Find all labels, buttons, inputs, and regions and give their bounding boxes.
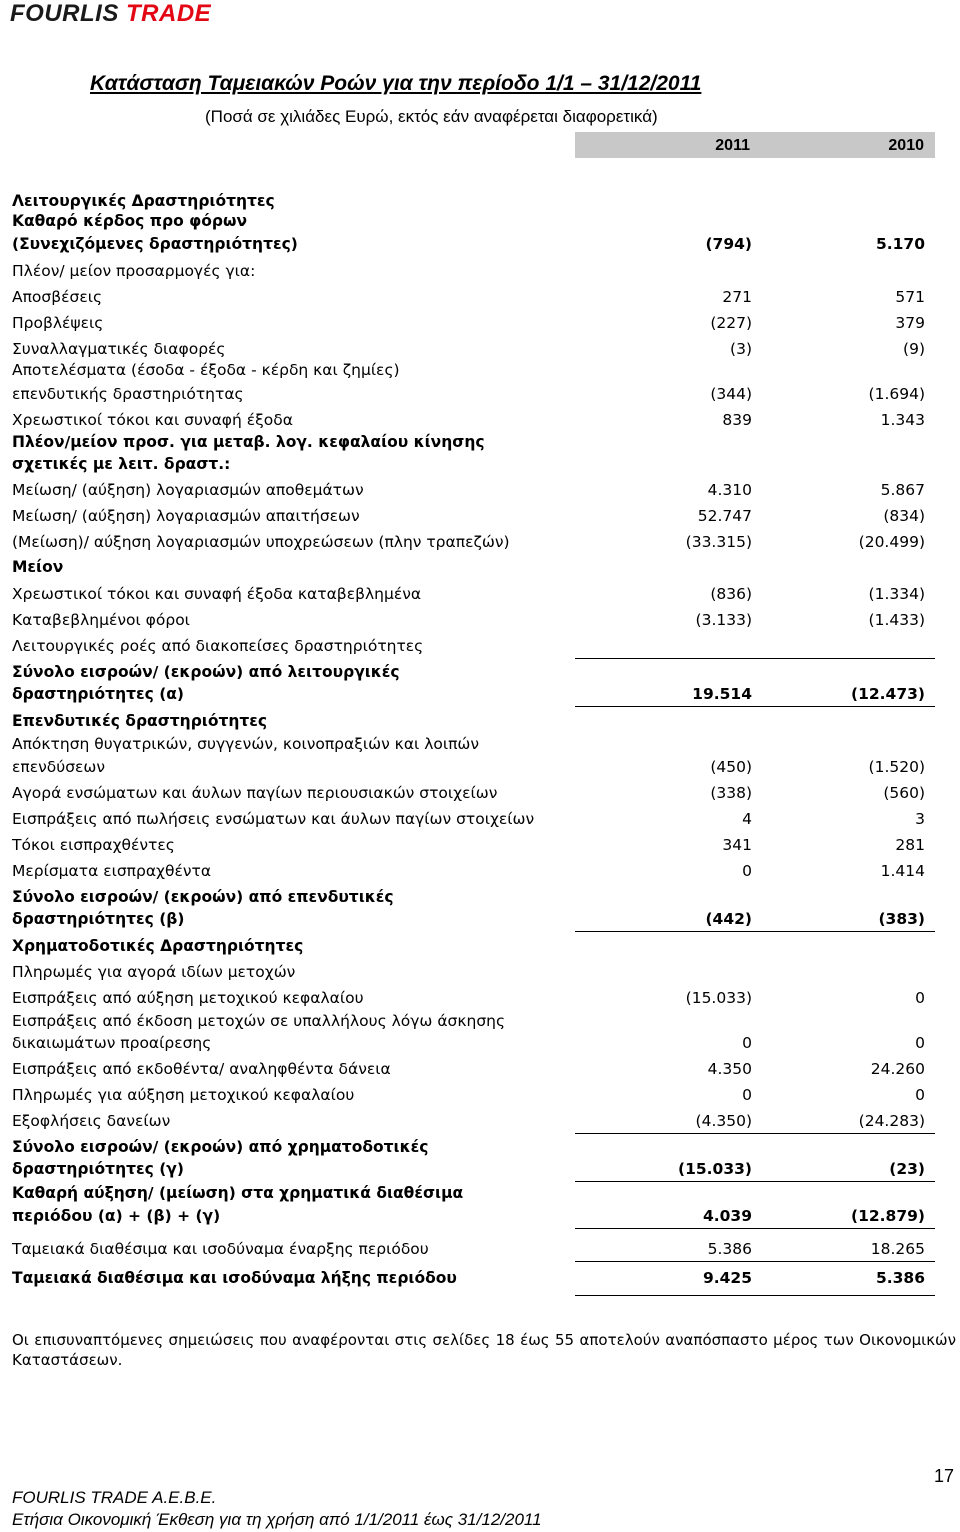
table-row bbox=[12, 1182, 935, 1205]
value-2010: (383) bbox=[878, 910, 925, 928]
value-2010: 5.170 bbox=[875, 235, 925, 253]
value-2010: 1.414 bbox=[880, 862, 925, 880]
row-label: Σύνολο εισροών/ (εκροών) από λειτουργικές bbox=[12, 663, 400, 681]
page-title: Κατάσταση Ταμειακών Ροών για την περίοδο 1/1 – 31/12/2011 bbox=[90, 72, 702, 95]
value-2011: 0 bbox=[742, 1034, 752, 1052]
row-label: Σύνολο εισροών/ (εκροών) από επενδυτικές bbox=[12, 888, 394, 906]
value-2011: (338) bbox=[710, 784, 752, 802]
table-row bbox=[12, 834, 935, 857]
logo-fourlis: FOURLIS bbox=[10, 0, 119, 27]
table-row bbox=[12, 808, 935, 831]
table-row bbox=[12, 383, 935, 406]
value-2010: 3 bbox=[915, 810, 925, 828]
table-row bbox=[12, 583, 935, 606]
value-2011: 52.747 bbox=[697, 507, 752, 525]
row-label: Εισπράξεις από έκδοση μετοχών σε υπαλλήλους λόγω άσκησης bbox=[12, 1012, 506, 1030]
row-label: Χρηματοδοτικές Δραστηριότητες bbox=[12, 937, 304, 955]
table-row bbox=[12, 556, 935, 579]
value-2010: 18.265 bbox=[870, 1240, 925, 1258]
value-2011: (227) bbox=[710, 314, 752, 332]
total-rule bbox=[575, 706, 935, 707]
table-row bbox=[12, 1267, 935, 1290]
row-label: Σύνολο εισροών/ (εκροών) από χρηματοδοτικές bbox=[12, 1138, 429, 1156]
value-2010: (24.283) bbox=[858, 1112, 925, 1130]
total-rule bbox=[575, 1228, 935, 1229]
page-subtitle: (Ποσά σε χιλιάδες Ευρώ, εκτός εάν αναφέρεται διαφορετικά) bbox=[205, 107, 658, 126]
value-2011: (344) bbox=[710, 385, 752, 403]
table-row bbox=[12, 635, 935, 658]
row-label: Πληρωμές για αύξηση μετοχικού κεφαλαίου bbox=[12, 1086, 355, 1104]
row-label: περιόδου (α) + (β) + (γ) bbox=[12, 1207, 221, 1225]
table-row bbox=[12, 1110, 935, 1133]
total-rule bbox=[575, 1261, 935, 1262]
row-label: Μείωση/ (αύξηση) λογαριασμών αποθεμάτων bbox=[12, 481, 364, 499]
table-row bbox=[12, 260, 935, 283]
value-2010: 1.343 bbox=[880, 411, 925, 429]
table-row bbox=[12, 1084, 935, 1107]
value-2011: 9.425 bbox=[702, 1269, 752, 1287]
row-label: Προβλέψεις bbox=[12, 314, 104, 332]
row-label: Λειτουργικές Δραστηριότητες bbox=[12, 192, 275, 210]
value-2011: (15.033) bbox=[685, 989, 752, 1007]
value-2011: 341 bbox=[722, 836, 752, 854]
table-row bbox=[12, 338, 935, 361]
table-row bbox=[12, 409, 935, 432]
value-2010: 379 bbox=[895, 314, 925, 332]
value-2010: (1.433) bbox=[868, 611, 925, 629]
value-2010: 0 bbox=[915, 1086, 925, 1104]
table-row bbox=[12, 312, 935, 335]
value-2010: 281 bbox=[895, 836, 925, 854]
row-label: (Μείωση)/ αύξηση λογαριασμών υποχρεώσεων (πλην τραπεζών) bbox=[12, 533, 510, 551]
value-2010: (23) bbox=[889, 1160, 925, 1178]
total-rule bbox=[575, 931, 935, 932]
table-row bbox=[12, 908, 935, 931]
table-row bbox=[12, 661, 935, 684]
year-2011: 2011 bbox=[715, 137, 750, 154]
row-label: Εισπράξεις από αύξηση μετοχικού κεφαλαίου bbox=[12, 989, 364, 1007]
value-2010: (834) bbox=[883, 507, 925, 525]
footer-report-title: Ετήσια Οικονομική Έκθεση για τη χρήση από 1/1/2011 έως 31/12/2011 bbox=[12, 1510, 542, 1529]
table-row bbox=[12, 1010, 935, 1033]
value-2010: (1.694) bbox=[868, 385, 925, 403]
table-row bbox=[12, 1238, 935, 1261]
value-2011: 4.039 bbox=[702, 1207, 752, 1225]
table-row bbox=[12, 359, 935, 382]
table-row bbox=[12, 733, 935, 756]
value-2011: (3) bbox=[730, 340, 752, 358]
value-2010: (12.879) bbox=[851, 1207, 925, 1225]
table-row bbox=[12, 782, 935, 805]
table-row bbox=[12, 683, 935, 706]
value-2011: (33.315) bbox=[685, 533, 752, 551]
table-row bbox=[12, 1058, 935, 1081]
value-2010: (560) bbox=[883, 784, 925, 802]
value-2010: 5.386 bbox=[875, 1269, 925, 1287]
value-2011: (836) bbox=[710, 585, 752, 603]
row-label: Καθαρή αύξηση/ (μείωση) στα χρηματικά διαθέσιμα bbox=[12, 1184, 464, 1202]
value-2011: (442) bbox=[705, 910, 752, 928]
row-label: Εισπράξεις από εκδοθέντα/ αναληφθέντα δάνεια bbox=[12, 1060, 391, 1078]
value-2011: 19.514 bbox=[692, 685, 752, 703]
value-2011: 0 bbox=[742, 862, 752, 880]
table-row bbox=[12, 505, 935, 528]
table-row bbox=[12, 935, 935, 958]
table-row bbox=[12, 479, 935, 502]
value-2011: 4.350 bbox=[707, 1060, 752, 1078]
row-label: σχετικές με λειτ. δραστ.: bbox=[12, 455, 231, 473]
row-label: Καταβεβλημένοι φόροι bbox=[12, 611, 190, 629]
table-row bbox=[12, 987, 935, 1010]
company-logo bbox=[10, 0, 211, 28]
value-2011: 839 bbox=[722, 411, 752, 429]
row-label: Απόκτηση θυγατρικών, συγγενών, κοινοπραξιών και λοιπών bbox=[12, 735, 480, 753]
row-label: Μείωση/ (αύξηση) λογαριασμών απαιτήσεων bbox=[12, 507, 360, 525]
row-label: Χρεωστικοί τόκοι και συναφή έξοδα bbox=[12, 411, 293, 429]
value-2011: (794) bbox=[705, 235, 752, 253]
value-2011: 271 bbox=[722, 288, 752, 306]
row-label: Χρεωστικοί τόκοι και συναφή έξοδα καταβεβλημένα bbox=[12, 585, 422, 603]
table-row bbox=[12, 233, 935, 256]
row-label: Αποσβέσεις bbox=[12, 288, 103, 306]
value-2011: 4 bbox=[742, 810, 752, 828]
row-label: Καθαρό κέρδος προ φόρων bbox=[12, 212, 248, 230]
table-row bbox=[12, 1158, 935, 1181]
row-label: Μείον bbox=[12, 558, 64, 576]
table-row bbox=[12, 886, 935, 909]
logo-trade: TRADE bbox=[126, 0, 212, 27]
value-2011: 5.386 bbox=[707, 1240, 752, 1258]
table-row bbox=[12, 1032, 935, 1055]
notes-disclaimer: Οι επισυναπτόμενες σημειώσεις που αναφέρονται στις σελίδες 18 έως 55 αποτελούν αναπόσπαστο μέρος των Οικονομικών Καταστάσεων. bbox=[12, 1331, 956, 1369]
table-row bbox=[12, 710, 935, 733]
row-label: Πληρωμές για αγορά ιδίων μετοχών bbox=[12, 963, 296, 981]
value-2010: (1.520) bbox=[868, 758, 925, 776]
table-row bbox=[12, 756, 935, 779]
table-row bbox=[12, 961, 935, 984]
row-label: Εισπράξεις από πωλήσεις ενσώματων και άυλων παγίων στοιχείων bbox=[12, 810, 535, 828]
total-rule bbox=[575, 658, 935, 659]
value-2010: (12.473) bbox=[851, 685, 925, 703]
value-2011: (450) bbox=[710, 758, 752, 776]
year-2010: 2010 bbox=[888, 137, 924, 154]
value-2011: (4.350) bbox=[695, 1112, 752, 1130]
value-2010: 0 bbox=[915, 989, 925, 1007]
row-label: Λειτουργικές ροές από διακοπείσες δραστηριότητες bbox=[12, 637, 424, 655]
table-row bbox=[12, 453, 935, 476]
table-row bbox=[12, 609, 935, 632]
row-label: Ταμειακά διαθέσιμα και ισοδύναμα λήξης περιόδου bbox=[12, 1269, 457, 1287]
row-label: δραστηριότητες (γ) bbox=[12, 1160, 184, 1178]
row-label: Εξοφλήσεις δανείων bbox=[12, 1112, 171, 1130]
value-2010: (9) bbox=[903, 340, 925, 358]
row-label: Πλέον/ μείον προσαρμογές για: bbox=[12, 262, 256, 280]
row-label: επενδύσεων bbox=[12, 758, 106, 776]
row-label: Ταμειακά διαθέσιμα και ισοδύναμα έναρξης περιόδου bbox=[12, 1240, 429, 1258]
row-label: δραστηριότητες (α) bbox=[12, 685, 185, 703]
row-label: Πλέον/μείον προσ. για μεταβ. λογ. κεφαλαίου κίνησης bbox=[12, 433, 485, 451]
row-label: δραστηριότητες (β) bbox=[12, 910, 185, 928]
value-2011: 4.310 bbox=[707, 481, 752, 499]
row-label: Συναλλαγματικές διαφορές bbox=[12, 340, 226, 358]
table-row bbox=[12, 531, 935, 554]
value-2010: 24.260 bbox=[870, 1060, 925, 1078]
page-number: 17 bbox=[933, 1466, 954, 1486]
table-bottom-rule bbox=[575, 1295, 935, 1296]
total-rule bbox=[575, 1133, 935, 1134]
value-2010: 571 bbox=[895, 288, 925, 306]
row-label: δικαιωμάτων προαίρεσης bbox=[12, 1034, 212, 1052]
value-2010: 5.867 bbox=[880, 481, 925, 499]
table-row bbox=[12, 860, 935, 883]
row-label: Αποτελέσματα (έσοδα - έξοδα - κέρδη και ζημίες) bbox=[12, 361, 400, 379]
row-label: (Συνεχιζόμενες δραστηριότητες) bbox=[12, 235, 298, 253]
row-label: Επενδυτικές δραστηριότητες bbox=[12, 712, 268, 730]
table-row bbox=[12, 210, 935, 233]
row-label: Τόκοι εισπραχθέντες bbox=[12, 836, 175, 854]
table-row bbox=[12, 1136, 935, 1159]
value-2010: (1.334) bbox=[868, 585, 925, 603]
row-label: Αγορά ενσώματων και άυλων παγίων περιουσιακών στοιχείων bbox=[12, 784, 498, 802]
value-2011: (3.133) bbox=[695, 611, 752, 629]
table-row bbox=[12, 1205, 935, 1228]
value-2010: (20.499) bbox=[858, 533, 925, 551]
value-2011: 0 bbox=[742, 1086, 752, 1104]
table-row bbox=[12, 286, 935, 309]
row-label: Μερίσματα εισπραχθέντα bbox=[12, 862, 212, 880]
value-2010: 0 bbox=[915, 1034, 925, 1052]
row-label: επενδυτικής δραστηριότητας bbox=[12, 385, 244, 403]
footer-company: FOURLIS TRADE A.E.B.E. bbox=[12, 1488, 217, 1507]
value-2011: (15.033) bbox=[678, 1160, 752, 1178]
table-row bbox=[12, 431, 935, 454]
